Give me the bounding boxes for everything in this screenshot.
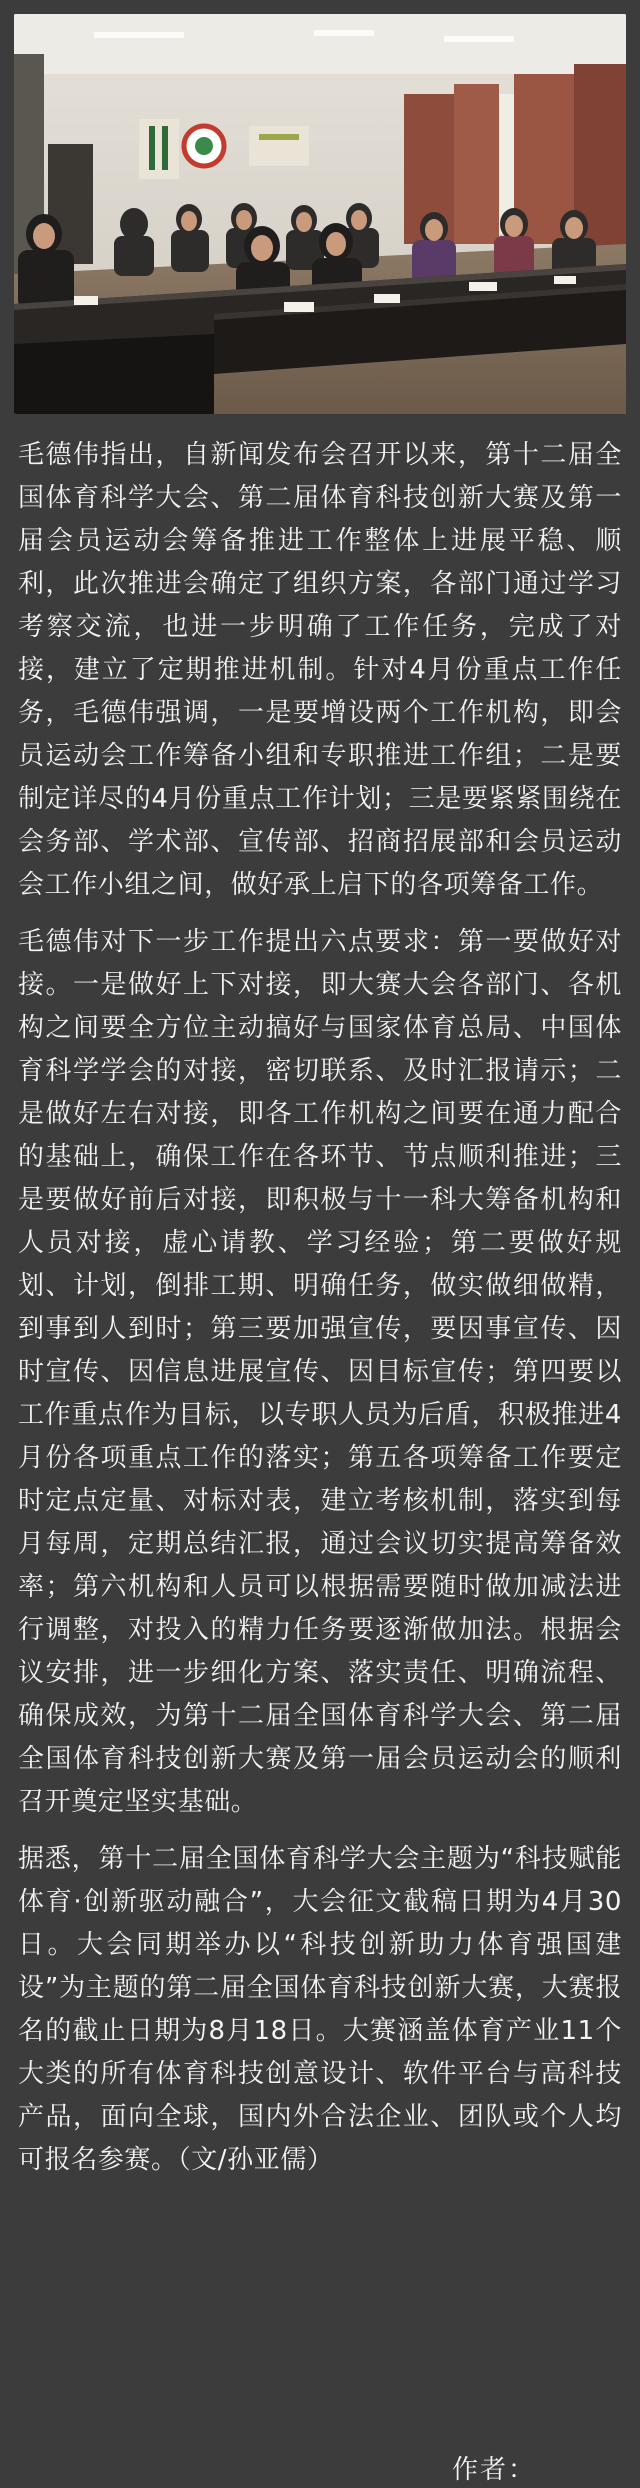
article-body xyxy=(18,434,622,2182)
article-paragraph: 毛德伟对下一步工作提出六点要求：第一要做好对接。一是做好上下对接，即大赛大会各部门、各机构之间要全方位主动搞好与国家体育总局、中国体育科学学会的对接，密切联系、及时汇报请示；二是做好左右对接，即各工作机构之间要在通力配合的基础上，确保工作在各环节、节点顺利推进；三是要做好前后对接，即积极与十一科大筹备机构和人员对接，虚心请教、学习经验；第二要做好规划、计划，倒排工期、明确任务，做实做细做精，到事到人到时；第三要加强宣传，要因事宣传、因时宣传、因信息进展宣传、因目标宣传；第四要以工作重点作为目标，以专职人员为后盾，积极推进4月份各项重点工作的落实；第五各项筹备工作要定时定点定量、对标对表，建立考核机制，落实到每月每周，定期总结汇报，通过会议切实提高筹备效率；第六机构和人员可以根据需要随时做加减法进行调整，对投入的精力任务要逐渐做加法。根据会议安排，进一步细化方案、落实责任、明确流程、确保成效，为第十二届全国体育科学大会、第二届全国体育科技创新大赛及第一届会员运动会的顺利召开奠定坚实基础。 xyxy=(18,927,622,1817)
article-paragraph: 据悉，第十二届全国体育科学大会主题为“科技赋能体育·创新驱动融合”，大会征文截稿日期为4月30日。大会同期举办以“科技创新助力体育强国建设”为主题的第二届全国体育科技创新大赛，大赛报名的截止日期为8月18日。大赛涵盖体育产业11个大类的所有体育科技创意设计、软件平台与高科技产品，面向全球，国内外合法企业、团队或个人均可报名参赛。（文/孙亚儒） xyxy=(18,1844,622,2175)
meeting-room-photo xyxy=(14,14,626,414)
author-label: 作者： xyxy=(452,2455,537,2485)
article-paragraph: 毛德伟指出，自新闻发布会召开以来，第十二届全国体育科学大会、第二届体育科技创新大赛及第一届会员运动会筹备推进工作整体上进展平稳、顺利，此次推进会确定了组织方案，各部门通过学习考察交流，也进一步明确了工作任务，完成了对接，建立了定期推进机制。针对4月份重点工作任务，毛德伟强调，一是要增设两个工作机构，即会员运动会工作筹备小组和专职推进工作组；二是要制定详尽的4月份重点工作计划；三是要紧紧围绕在会务部、学术部、宣传部、招商招展部和会员运动会工作小组之间，做好承上启下的各项筹备工作。 xyxy=(18,440,622,900)
